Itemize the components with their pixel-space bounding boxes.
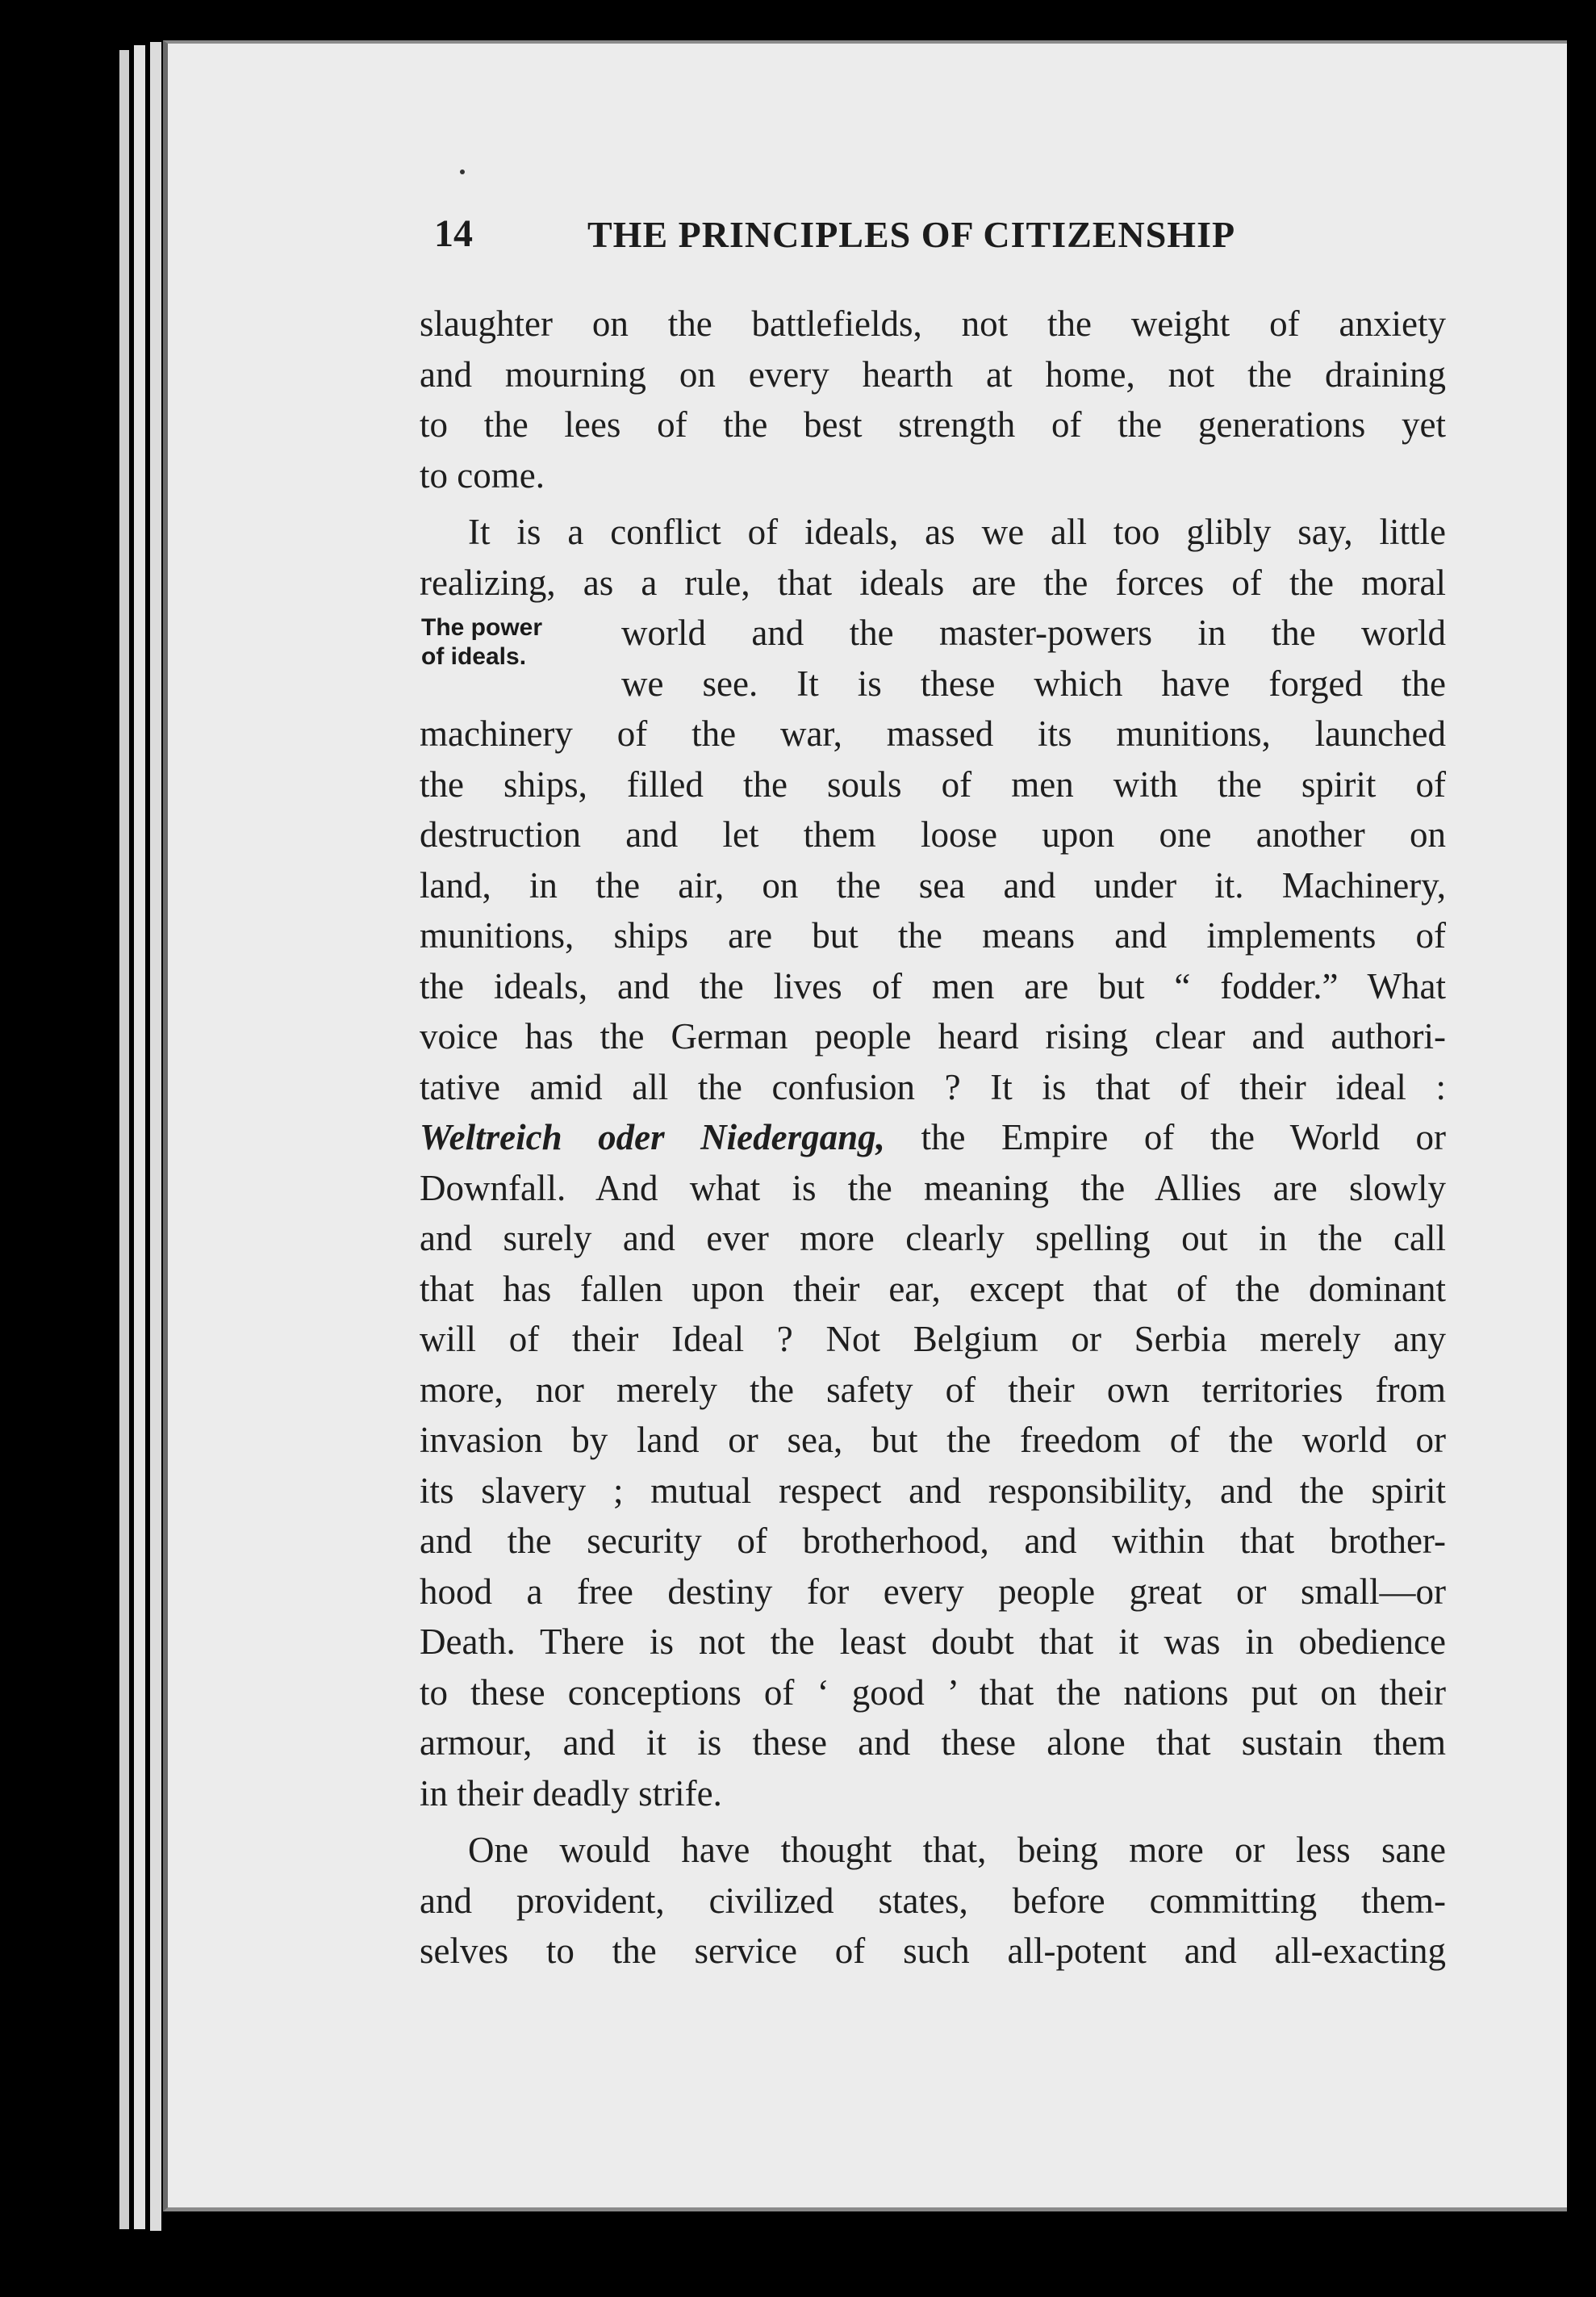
text-line: armour, and it is these and these alone that sustain them bbox=[420, 1722, 1446, 1763]
text-line: and mourning on every hearth at home, not the draining bbox=[420, 354, 1446, 395]
text-line: Death. There is not the least doubt that it was in obedience bbox=[420, 1621, 1446, 1662]
page-edge bbox=[119, 50, 129, 2229]
text-line: One would have thought that, being more or less sane bbox=[468, 1830, 1446, 1870]
text-line: tative amid all the confusion ? It is that of their ideal : bbox=[420, 1066, 1446, 1107]
text-line: munitions, ships are but the means and implements of bbox=[420, 915, 1446, 956]
page-number: 14 bbox=[434, 212, 473, 255]
text-line: the ships, filled the souls of men with the spirit of bbox=[420, 764, 1446, 805]
text-line: world and the master-powers in the world bbox=[621, 613, 1446, 653]
text-line: invasion by land or sea, but the freedom of the world or bbox=[420, 1420, 1446, 1460]
text-line: Downfall. And what is the meaning the Allies are slowly bbox=[420, 1167, 1446, 1208]
text-line: hood a free destiny for every people great or small—or bbox=[420, 1571, 1446, 1612]
text-line: in their deadly strife. bbox=[420, 1772, 722, 1814]
text-line: selves to the service of such all-potent and all-exacting bbox=[420, 1931, 1446, 1971]
text-line: It is a conflict of ideals, as we all too glibly say, little bbox=[468, 512, 1446, 552]
text-line: to the lees of the best strength of the generations yet bbox=[420, 404, 1446, 445]
text-line: realizing, as a rule, that ideals are the forces of the moral bbox=[420, 562, 1446, 603]
text-line: to come. bbox=[420, 454, 545, 496]
text-line: slaughter on the battlefields, not the weight of anxiety bbox=[420, 303, 1446, 344]
text-line bbox=[420, 1112, 1446, 1163]
text-line: the ideals, and the lives of men are but “ fodder.” What bbox=[420, 965, 1446, 1006]
page-edge bbox=[150, 42, 161, 2231]
page-edge bbox=[134, 45, 145, 2229]
text-line: that has fallen upon their ear, except that of the dominant bbox=[420, 1268, 1446, 1309]
ink-speck bbox=[460, 169, 465, 174]
text-line: voice has the German people heard rising clear and authori- bbox=[420, 1016, 1446, 1056]
text-line: machinery of the war, massed its munitions, launched bbox=[420, 713, 1446, 754]
italic-phrase: Weltreich oder Niedergang, bbox=[420, 1117, 885, 1157]
text-fragment: the Empire of the World or bbox=[884, 1117, 1447, 1157]
text-line: destruction and let them loose upon one another on bbox=[420, 814, 1446, 855]
text-line: to these conceptions of ‘ good ’ that the nations put on their bbox=[420, 1671, 1446, 1713]
margin-note-line: of ideals. bbox=[421, 643, 527, 670]
text-line: more, nor merely the safety of their own territories from bbox=[420, 1369, 1446, 1410]
margin-note-line: The power bbox=[421, 614, 543, 641]
body-text bbox=[420, 299, 1446, 1977]
text-line: its slavery ; mutual respect and responsibility, and the spirit bbox=[420, 1470, 1446, 1511]
text-line: we see. It is these which have forged the bbox=[621, 663, 1446, 704]
text-line: and surely and ever more clearly spelling out in the call bbox=[420, 1218, 1446, 1258]
text-line: will of their Ideal ? Not Belgium or Serbia merely any bbox=[420, 1319, 1446, 1359]
running-title: THE PRINCIPLES OF CITIZENSHIP bbox=[587, 214, 1236, 255]
text-line: and provident, civilized states, before committing them- bbox=[420, 1880, 1446, 1921]
page-header bbox=[434, 211, 1306, 260]
text-line: land, in the air, on the sea and under it. Machinery, bbox=[420, 864, 1446, 906]
text-line: and the security of brotherhood, and within that brother- bbox=[420, 1521, 1446, 1561]
